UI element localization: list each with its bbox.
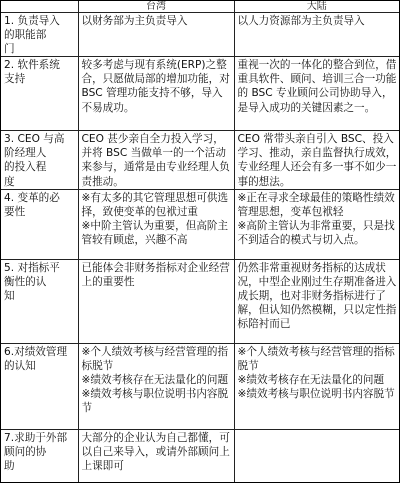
taiwan-cell — [78, 429, 234, 483]
topic-text: 2. 软件系统 支持 — [4, 59, 60, 86]
taiwan-cell — [78, 131, 234, 189]
taiwan-cell — [78, 57, 234, 131]
taiwan-cell — [78, 13, 234, 57]
header-topic — [1, 1, 78, 13]
mainland-text: 重视一次的一体化的整合到位，借重具软件、顾问、培训三合一功能的 BSC 专业顾问公司协助导入，是导入成功的关键因素之一。 — [237, 59, 397, 114]
taiwan-item: ※绩效考核存在无法量化的问题 — [81, 373, 229, 386]
mainland-item: ※个人绩效考核与经营管理的指标脱节 — [237, 345, 395, 372]
mainland-item: ※绩效考核与职位说明书内容脱节 — [237, 387, 395, 400]
mainland-item: ※正在寻求全球最佳的策略性绩效管理思想，变革包袱轻 — [237, 191, 395, 218]
taiwan-text: 较多考虑与现有系统(ERP)之整合，只愿做局部的增加功能，对 BSC 管理功能支持不够，导入不易成功。 — [81, 59, 234, 114]
mainland-cell — [234, 131, 399, 189]
header-taiwan: 台湾 — [78, 1, 234, 13]
table-row — [1, 343, 399, 429]
taiwan-text: 已能体会非财务指标对企业经营上的重要性 — [81, 261, 230, 288]
mainland-item: ※高阶主管认为非常重要，只是找不到适合的模式与切入点。 — [237, 219, 395, 246]
table-row — [1, 13, 399, 57]
taiwan-text: 以财务部为主负责导入 — [81, 15, 188, 27]
topic-text: 1. 负责导入 的职能部 门 — [4, 15, 60, 56]
row-topic — [1, 189, 78, 259]
taiwan-cell — [78, 259, 234, 343]
row-topic — [1, 343, 78, 429]
table-header-row — [1, 1, 399, 13]
mainland-text: 仍然非常重视财务指标的达成状况，中型企业刚过生存期准备进入成长期，也对非财务指标进行了解，但认知仍然模糊，只以定性指标陪衬而已 — [237, 261, 397, 331]
row-topic — [1, 259, 78, 343]
header-mainland: 大陆 — [234, 1, 399, 13]
taiwan-item: ※绩效考核与职位说明书内容脱节 — [81, 387, 229, 415]
row-topic — [1, 429, 78, 483]
taiwan-cell — [78, 343, 234, 429]
taiwan-item: ※个人绩效考核与经营管理的指标脱节 — [81, 345, 229, 372]
table-row — [1, 189, 399, 259]
mainland-cell — [234, 57, 399, 131]
mainland-cell — [234, 429, 399, 483]
topic-text: 7.求助于外部 顾问的协 助 — [4, 431, 68, 472]
taiwan-item: ※有太多的其它管理思想可供选择，致使变革的包袱过重 — [81, 191, 229, 218]
topic-text: 5. 对指标平 衡性的认 知 — [4, 261, 60, 302]
taiwan-text: CEO 甚少亲自全力投入学习，并将 BSC 当做单一的一个活动来参与，通常是由专业经理人负责推动。 — [81, 133, 230, 188]
table-row — [1, 259, 399, 343]
table-row — [1, 429, 399, 483]
topic-text: 4. 变革的必 要性 — [4, 191, 60, 218]
taiwan-item: ※中阶主管认为重要，但高阶主管较有顾虑，兴趣不高 — [81, 219, 229, 246]
topic-text: 6.对绩效管理 的认知 — [4, 345, 68, 372]
mainland-cell — [234, 189, 399, 259]
table-row — [1, 131, 399, 189]
mainland-item: ※绩效考核存在无法量化的问题 — [237, 373, 385, 386]
mainland-text: 以人力资源部为主负责导入 — [237, 15, 365, 27]
taiwan-cell — [78, 189, 234, 259]
row-topic — [1, 131, 78, 189]
row-topic — [1, 13, 78, 57]
taiwan-text: 大部分的企业认为自己都懂，可以自己来导入，或请外部顾问上上课即可 — [81, 431, 230, 472]
mainland-cell — [234, 259, 399, 343]
table-row — [1, 57, 399, 131]
mainland-cell — [234, 13, 399, 57]
comparison-table — [1, 1, 399, 483]
row-topic — [1, 57, 78, 131]
topic-text: 3. CEO 与高 阶经理人 的投入程 度 — [4, 133, 65, 188]
mainland-text: CEO 常带头亲自引入 BSC、投入学习、推动，亲自监督执行成效，专业经理人还会有多一事不如少一事的想法。 — [237, 133, 397, 188]
mainland-cell — [234, 343, 399, 429]
